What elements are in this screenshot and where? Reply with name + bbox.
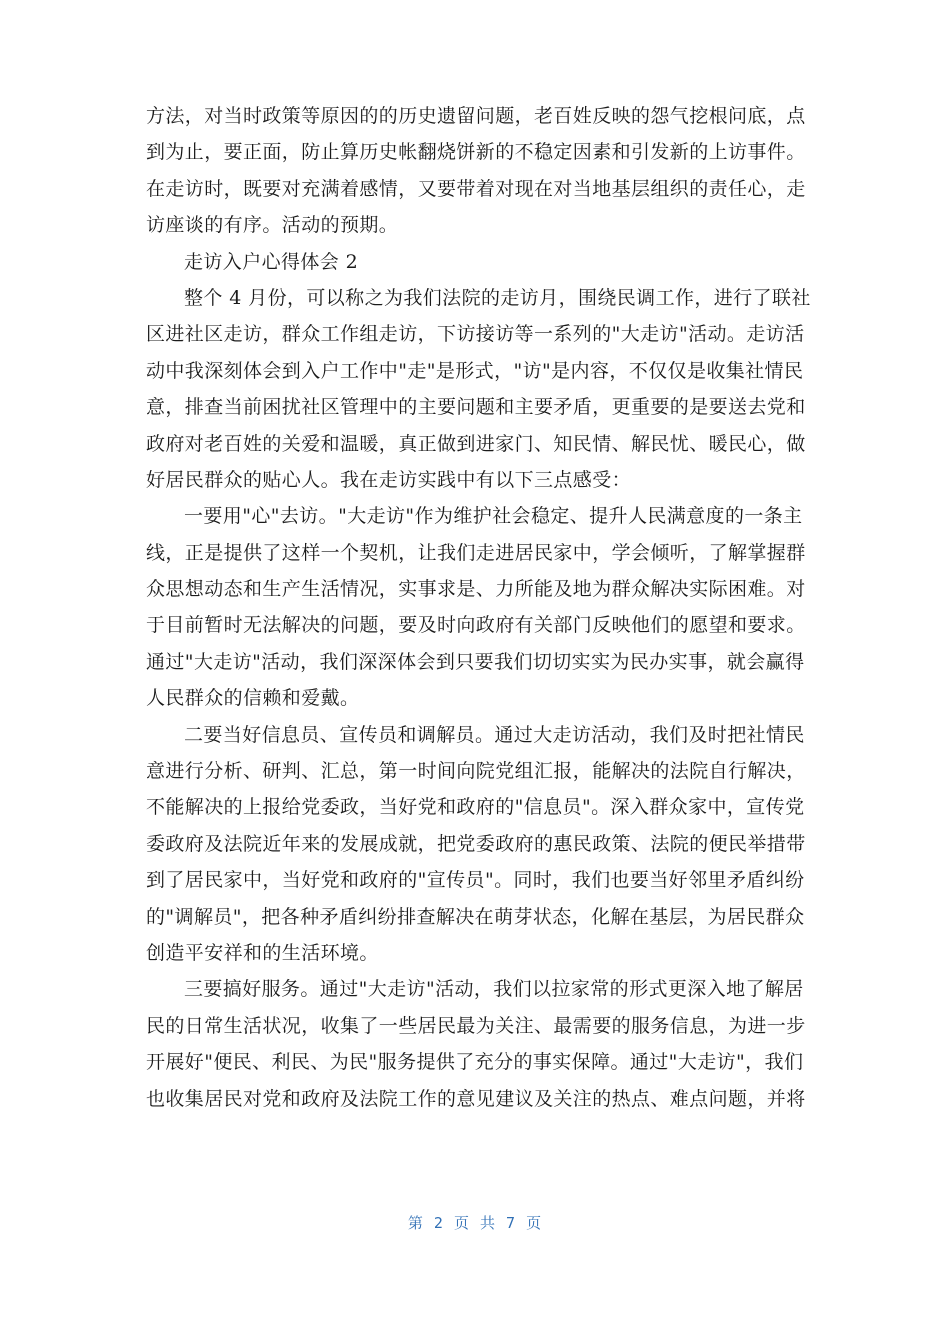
text-line: 访座谈的有序。活动的预期。 [146,214,399,237]
text-line: 区进社区走访，群众工作组走访，下访接访等一系列的"大走访"活动。走访活 [146,323,805,346]
text-line: 到了居民家中，当好党和政府的"宣传员"。同时，我们也要当好邻里矛盾纠纷 [146,869,805,892]
text-line: 三要搞好服务。通过"大走访"活动，我们以拉家常的形式更深入地了解居 [184,978,804,1001]
text-line: 在走访时，既要对充满着感情，又要带着对现在对当地基层组织的责任心，走 [146,177,806,200]
text-line: 一要用"心"去访。"大走访"作为维护社会稳定、提升人民满意度的一条主 [184,505,803,528]
text-line: 政府对老百姓的关爱和温暖，真正做到进家门、知民情、解民忧、暖民心，做 [146,432,806,455]
text-line: 线，正是提供了这样一个契机，让我们走进居民家中，学会倾听，了解掌握群 [146,541,806,564]
text-line: 不能解决的上报给党委政，当好党和政府的"信息员"。深入群众家中，宣传党 [146,796,805,819]
page-number: 第 2 页 共 7 页 [407,1214,543,1232]
text-line: 动中我深刻体会到入户工作中"走"是形式，"访"是内容，不仅仅是收集社情民 [146,359,804,382]
text-line: 意进行分析、研判、汇总，第一时间向院党组汇报，能解决的法院自行解决， [146,760,806,783]
text-line: 也收集居民对党和政府及法院工作的意见建议及关注的热点、难点问题，并将 [146,1087,806,1110]
text-line: 于目前暂时无法解决的问题，要及时向政府有关部门反映他们的愿望和要求。 [146,614,806,637]
text-line: 整个 4 月份，可以称之为我们法院的走访月，围绕民调工作，进行了联社 [184,286,811,309]
text-line: 众思想动态和生产生活情况，实事求是、力所能及地为群众解决实际困难。对 [146,578,806,601]
text-line: 好居民群众的贴心人。我在走访实践中有以下三点感受： [146,468,632,491]
text-line: 创造平安祥和的生活环境。 [146,941,379,964]
text-line: 民的日常生活状况，收集了一些居民最为关注、最需要的服务信息，为进一步 [146,1014,806,1037]
text-line: 方法，对当时政策等原因的的历史遗留问题，老百姓反映的怨气挖根问底，点 [146,105,806,127]
text-line: 委政府及法院近年来的发展成就，把党委政府的惠民政策、法院的便民举措带 [146,832,806,855]
text-line: 到为止，要正面，防止算历史帐翻烧饼新的不稳定因素和引发新的上访事件。 [146,141,806,164]
text-line: 意，排查当前困扰社区管理中的主要问题和主要矛盾，更重要的是要送去党和 [146,396,806,419]
text-line: 开展好"便民、利民、为民"服务提供了充分的事实保障。通过"大走访"，我们 [146,1051,804,1074]
text-line: 人民群众的信赖和爱戴。 [146,687,360,710]
document-body [146,98,811,1117]
text-line: 的"调解员"，把各种矛盾纠纷排查解决在萌芽状态，化解在基层，为居民群众 [146,905,805,928]
text-line: 通过"大走访"活动，我们深深体会到只要我们切切实实为民办实事，就会赢得 [146,650,805,673]
text-line: 走访入户心得体会 2 [184,250,359,273]
text-line: 二要当好信息员、宣传员和调解员。通过大走访活动，我们及时把社情民 [184,723,805,746]
